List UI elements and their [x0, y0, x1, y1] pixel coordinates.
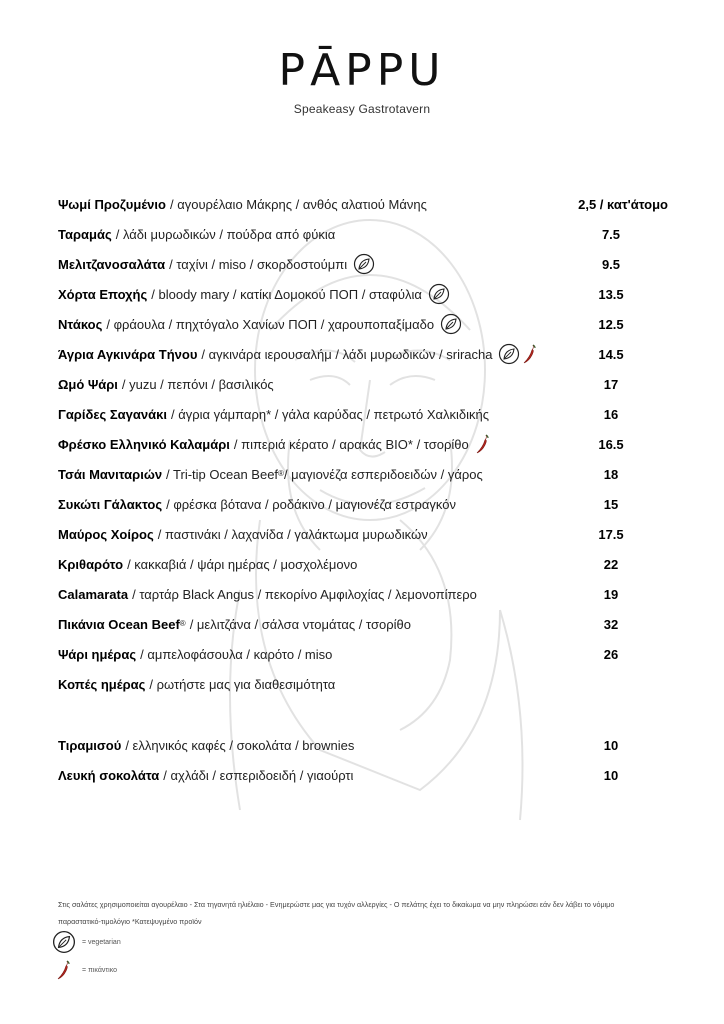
legend-vegetarian-label: = vegetarian — [82, 938, 121, 946]
menu-item — [58, 222, 668, 246]
item-description: / μελιτζάνα / σάλσα ντομάτας / τσορίθο — [189, 616, 411, 632]
item-name: Ταραμάς — [58, 226, 112, 242]
footnote — [58, 896, 668, 930]
menu-item — [58, 372, 668, 396]
item-name: Κριθαρότο — [58, 556, 124, 572]
item-price: 19 — [603, 586, 619, 602]
item-price: 22 — [603, 556, 619, 572]
item-name: Κοπές ημέρας — [58, 676, 146, 692]
item-price: 15 — [603, 496, 619, 512]
vegetarian-icon — [498, 343, 520, 365]
item-description: / φρέσκα βότανα / ροδάκινο / μαγιονέζα εστραγκόν — [166, 496, 456, 512]
icon-legend — [52, 928, 121, 984]
menu-item: Πικάνια Ocean Beef ® / μελιτζάνα / σάλσα ντομάτας / τσορίθο 32 — [58, 612, 668, 636]
chili-icon — [522, 343, 536, 365]
menu-item — [58, 402, 668, 426]
chili-icon — [475, 433, 489, 455]
item-price: 17 — [603, 376, 619, 392]
item-name: Φρέσκο Ελληνικό Καλαμάρι — [58, 436, 230, 452]
item-description: / φράουλα / πηχτόγαλο Χανίων ΠΟΠ / χαρουποπαξίμαδο — [106, 316, 435, 332]
item-description: / κακκαβιά / ψάρι ημέρας / μοσχολέμονο — [127, 556, 358, 572]
item-price: 7.5 — [601, 226, 621, 242]
item-name: Ψωμί Προζυμένιο — [58, 196, 166, 212]
item-price: 14.5 — [598, 346, 624, 362]
item-description: / αγουρέλαιο Μάκρης / ανθός αλατιού Μάνης — [169, 196, 427, 212]
vegetarian-icon — [428, 283, 450, 305]
menu-item — [58, 342, 668, 366]
item-description: / bloody mary / κατίκι Δομοκού ΠΟΠ / σταφύλια — [151, 286, 422, 302]
item-description: / λάδι μυρωδικών / πούδρα από φύκια — [115, 226, 336, 242]
chili-icon — [56, 959, 70, 981]
item-price: 2,5 / κατ'άτομο — [578, 196, 668, 212]
item-description: / ελληνικός καφές / σοκολάτα / brownies — [125, 737, 355, 753]
item-price: 16.5 — [598, 436, 624, 452]
footnote-line-1: Στις σαλάτες χρησιμοποιείται αγουρέλαιο - Στα τηγανητά ηλιέλαιο - Ενημερώστε μας για τυχόν αλλεργίες - Ο πελάτης έχει το δικαίωμα να μην πληρώσει εάν δεν λάβει το νόμιμο — [58, 900, 615, 909]
item-name: Ωμό Ψάρι — [58, 376, 118, 392]
menu-item — [58, 582, 668, 606]
menu-item — [58, 192, 668, 216]
menu-item — [58, 282, 668, 306]
item-description: / yuzu / πεπόνι / βασιλικός — [121, 376, 274, 392]
menu-item — [58, 672, 668, 696]
item-name: Ψάρι ημέρας — [58, 646, 137, 662]
legend-spicy-label: = πικάντικο — [82, 966, 118, 974]
brand-logo: PĀPPU — [278, 45, 446, 96]
menu-item — [58, 642, 668, 666]
item-name: Τσάι Μανιταριών — [58, 466, 163, 482]
vegetarian-icon — [353, 253, 375, 275]
item-price: 26 — [603, 646, 619, 662]
dessert-item — [58, 763, 668, 787]
item-price: 10 — [603, 737, 619, 753]
menu-item — [58, 312, 668, 336]
legend-spicy — [52, 956, 121, 984]
item-price: 32 — [603, 616, 619, 632]
vegetarian-icon — [52, 930, 76, 954]
menu-item — [58, 432, 668, 456]
item-description: / αμπελοφάσουλα / καρότο / miso — [140, 646, 333, 662]
item-description: / αχλάδι / εσπεριδοειδή / γιαούρτι — [163, 767, 354, 783]
vegetarian-icon — [440, 313, 462, 335]
item-name: Μαύρος Χοίρος — [58, 526, 154, 542]
brand-tagline: Speakeasy Gastrotavern — [293, 102, 431, 116]
footnote-line-2: παραστατικό-τιμολόγιο *Κατεψυγμένο προϊόν — [58, 917, 202, 926]
item-price: 12.5 — [598, 316, 624, 332]
dessert-item — [58, 733, 668, 757]
item-description: / ταχίνι / miso / σκορδοστούμπι — [169, 256, 348, 272]
item-name: Μελιτζανοσαλάτα — [58, 256, 166, 272]
item-description: / παστινάκι / λαχανίδα / γαλάκτωμα μυρωδικών — [157, 526, 428, 542]
item-description: / πιπεριά κέρατο / αρακάς BIO* / τσορίθο — [233, 436, 469, 452]
item-description: / Tri-tip Ocean Beef — [166, 466, 279, 482]
menu-item: Τσάι Μανιταριών / Tri-tip Ocean Beef ® / μαγιονέζα εσπεριδοειδών / γάρος 18 — [58, 462, 668, 486]
item-price: 16 — [603, 406, 619, 422]
item-name: Γαρίδες Σαγανάκι — [58, 406, 167, 422]
item-name: Τιραμισού — [58, 737, 122, 753]
item-name: Ντάκος — [58, 316, 103, 332]
menu-item — [58, 492, 668, 516]
item-description: / αγκινάρα ιερουσαλήμ / λάδι μυρωδικών / sriracha — [201, 346, 493, 362]
item-price: 18 — [603, 466, 619, 482]
menu-item — [58, 252, 668, 276]
item-description: / άγρια γάμπαρη* / γάλα καρύδας / πετρωτό Χαλκιδικής — [170, 406, 490, 422]
menu-item — [58, 522, 668, 546]
item-name: Calamarata — [58, 586, 129, 602]
legend-vegetarian — [52, 928, 121, 956]
item-price: 13.5 — [598, 286, 624, 302]
item-description: / ταρτάρ Black Angus / πεκορίνο Αμφιλοχίας / λεμονοπίπερο — [132, 586, 477, 602]
item-name: Λευκή σοκολάτα — [58, 767, 160, 783]
item-price: 17.5 — [598, 526, 624, 542]
item-price: 9.5 — [601, 256, 621, 272]
item-name: Άγρια Αγκινάρα Τήνου — [58, 346, 198, 362]
item-description-cont: / μαγιονέζα εσπεριδοειδών / γάρος — [283, 466, 483, 482]
item-name: Συκώτι Γάλακτος — [58, 496, 163, 512]
item-name: Χόρτα Εποχής — [58, 286, 148, 302]
item-name: Πικάνια Ocean Beef — [58, 616, 180, 632]
item-description: / ρωτήστε μας για διαθεσιμότητα — [149, 676, 336, 692]
item-price: 10 — [603, 767, 619, 783]
menu-item — [58, 552, 668, 576]
